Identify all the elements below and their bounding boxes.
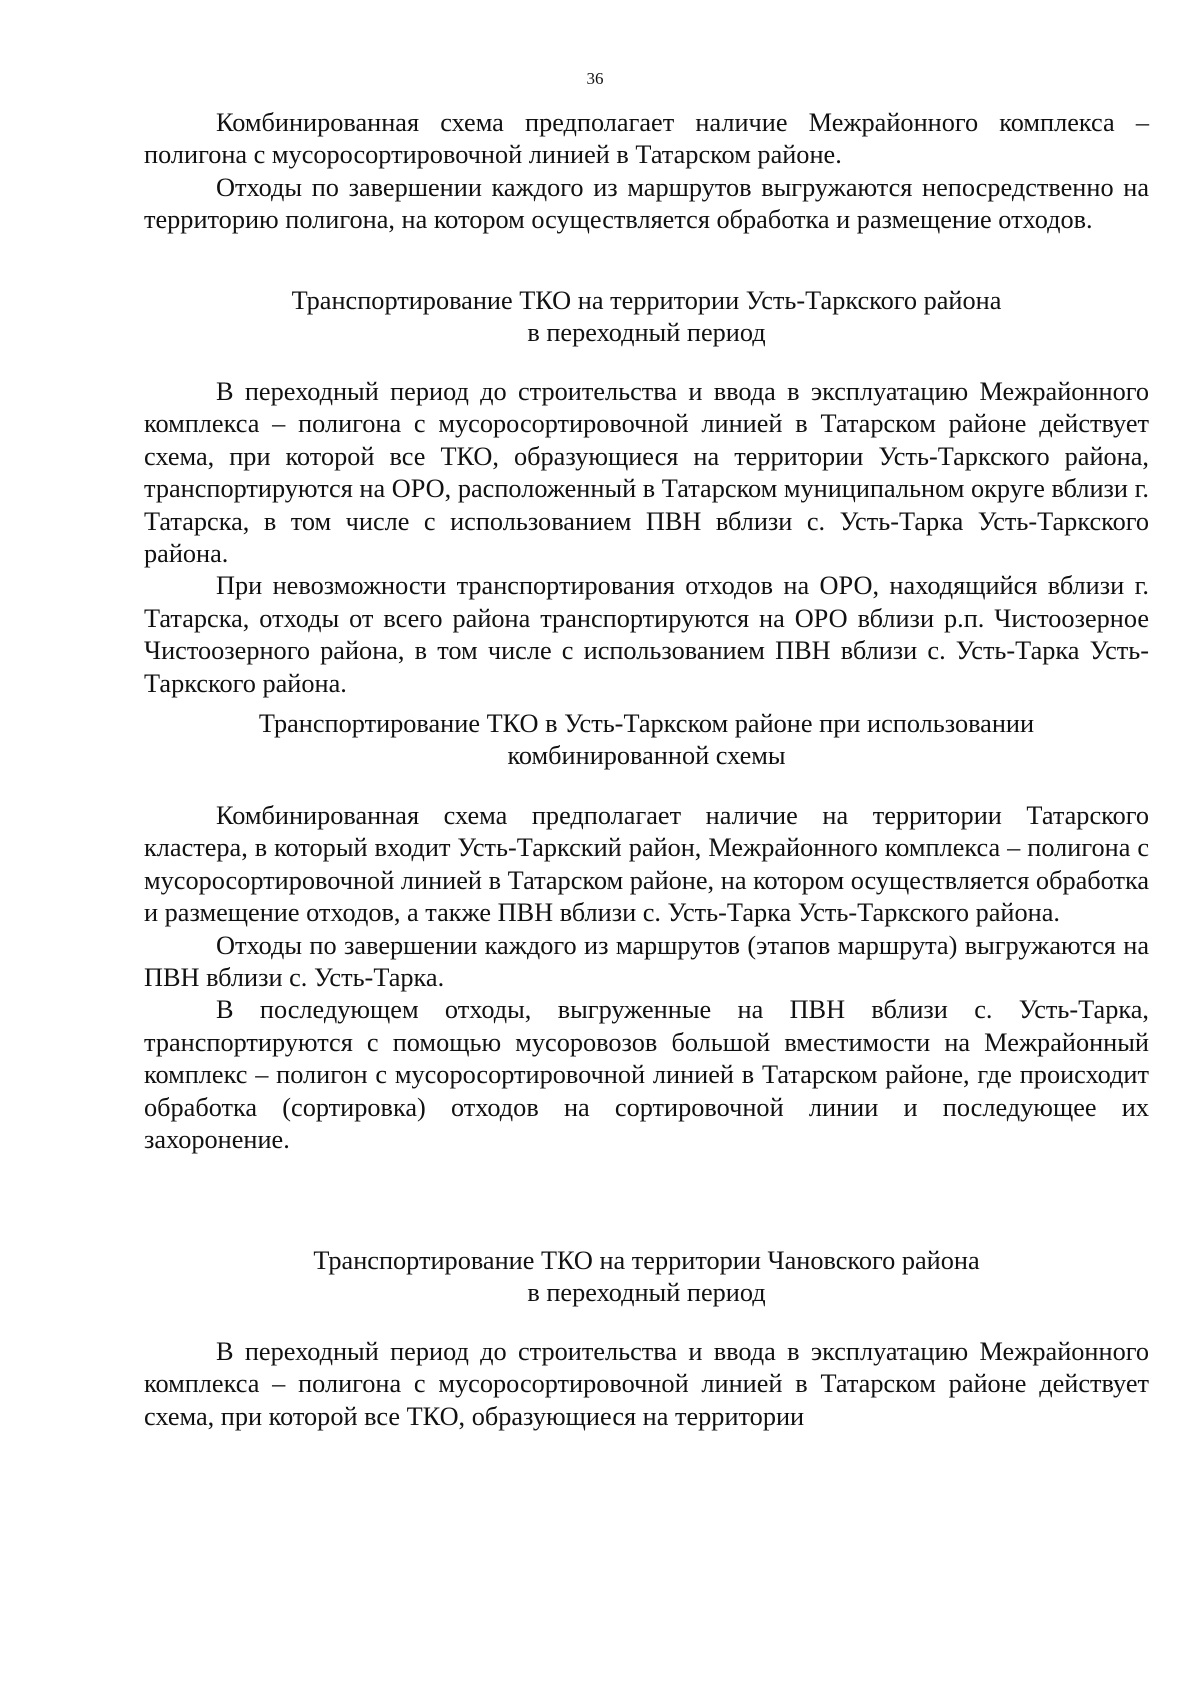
paragraph: Отходы по завершении каждого из маршрутов (этапов маршрута) выгружаются на ПВН вблизи с. Усть-Тарка. xyxy=(144,930,1149,993)
section-heading-line: Транспортирование ТКО на территории Чановского района xyxy=(313,1246,980,1275)
paragraph: В последующем отходы, выгруженные на ПВН вблизи с. Усть-Тарка, транспортируются с помощью мусоровозов большой вместимости на Межрайонный комплекс – полигон с мусоросортировочной линией в Татарском районе, где происходит обработка (сортировка) отходов на сортировочной линии и последующее их захоронение. xyxy=(144,995,1149,1155)
page-number: 36 xyxy=(586,69,604,88)
paragraph: Отходы по завершении каждого из маршрутов выгружаются непосредственно на территорию полигона, на котором осуществляется обработка и размещение отходов. xyxy=(144,172,1149,235)
section-heading-line: в переходный период xyxy=(527,1278,766,1308)
section-body xyxy=(144,800,1149,1156)
section-heading-line: комбинированной схемы xyxy=(507,741,786,771)
section-heading-line: Транспортирование ТКО на территории Усть-Таркского района xyxy=(291,286,1002,315)
section-heading xyxy=(144,285,1149,350)
paragraph: При невозможности транспортирования отходов на ОРО, находящийся вблизи г. Татарска, отходы от всего района транспортируются на ОРО вблизи р.п. Чистоозерное Чистоозерного района, в том числе с использованием ПВН вблизи с. Усть-Тарка Усть-Таркского района. xyxy=(144,571,1149,698)
paragraph: В переходный период до строительства и ввода в эксплуатацию Межрайонного комплекса – полигона с мусоросортировочной линией в Татарском районе действует схема, при которой все ТКО, образующиеся на территории xyxy=(144,1337,1149,1431)
section-heading-line: в переходный период xyxy=(527,318,766,348)
section-heading-line: Транспортирование ТКО в Усть-Таркском районе при использовании xyxy=(258,709,1035,738)
section-body xyxy=(144,1336,1149,1433)
paragraph: Комбинированная схема предполагает наличие на территории Татарского кластера, в который входит Усть-Таркский район, Межрайонного комплекса – полигона с мусоросортировочной линией в Татарском районе, на котором осуществляется обработка и размещение отходов, а также ПВН вблизи с. Усть-Тарка Усть-Таркского района. xyxy=(144,801,1149,928)
paragraph: В переходный период до строительства и ввода в эксплуатацию Межрайонного комплекса – полигона с мусоросортировочной линией в Татарском районе действует схема, при которой все ТКО, образующиеся на территории Усть-Таркского района, транспортируются на ОРО, расположенный в Татарском муниципальном округе вблизи г. Татарска, в том числе с использованием ПВН вблизи с. Усть-Тарка Усть-Таркского района. xyxy=(144,377,1149,569)
section-heading xyxy=(144,1245,1149,1310)
paragraph: Комбинированная схема предполагает наличие Межрайонного комплекса – полигона с мусоросортировочной линией в Татарском районе. xyxy=(144,108,1149,170)
section-body xyxy=(144,376,1149,700)
section-heading xyxy=(144,708,1149,773)
intro-section xyxy=(144,107,1149,237)
